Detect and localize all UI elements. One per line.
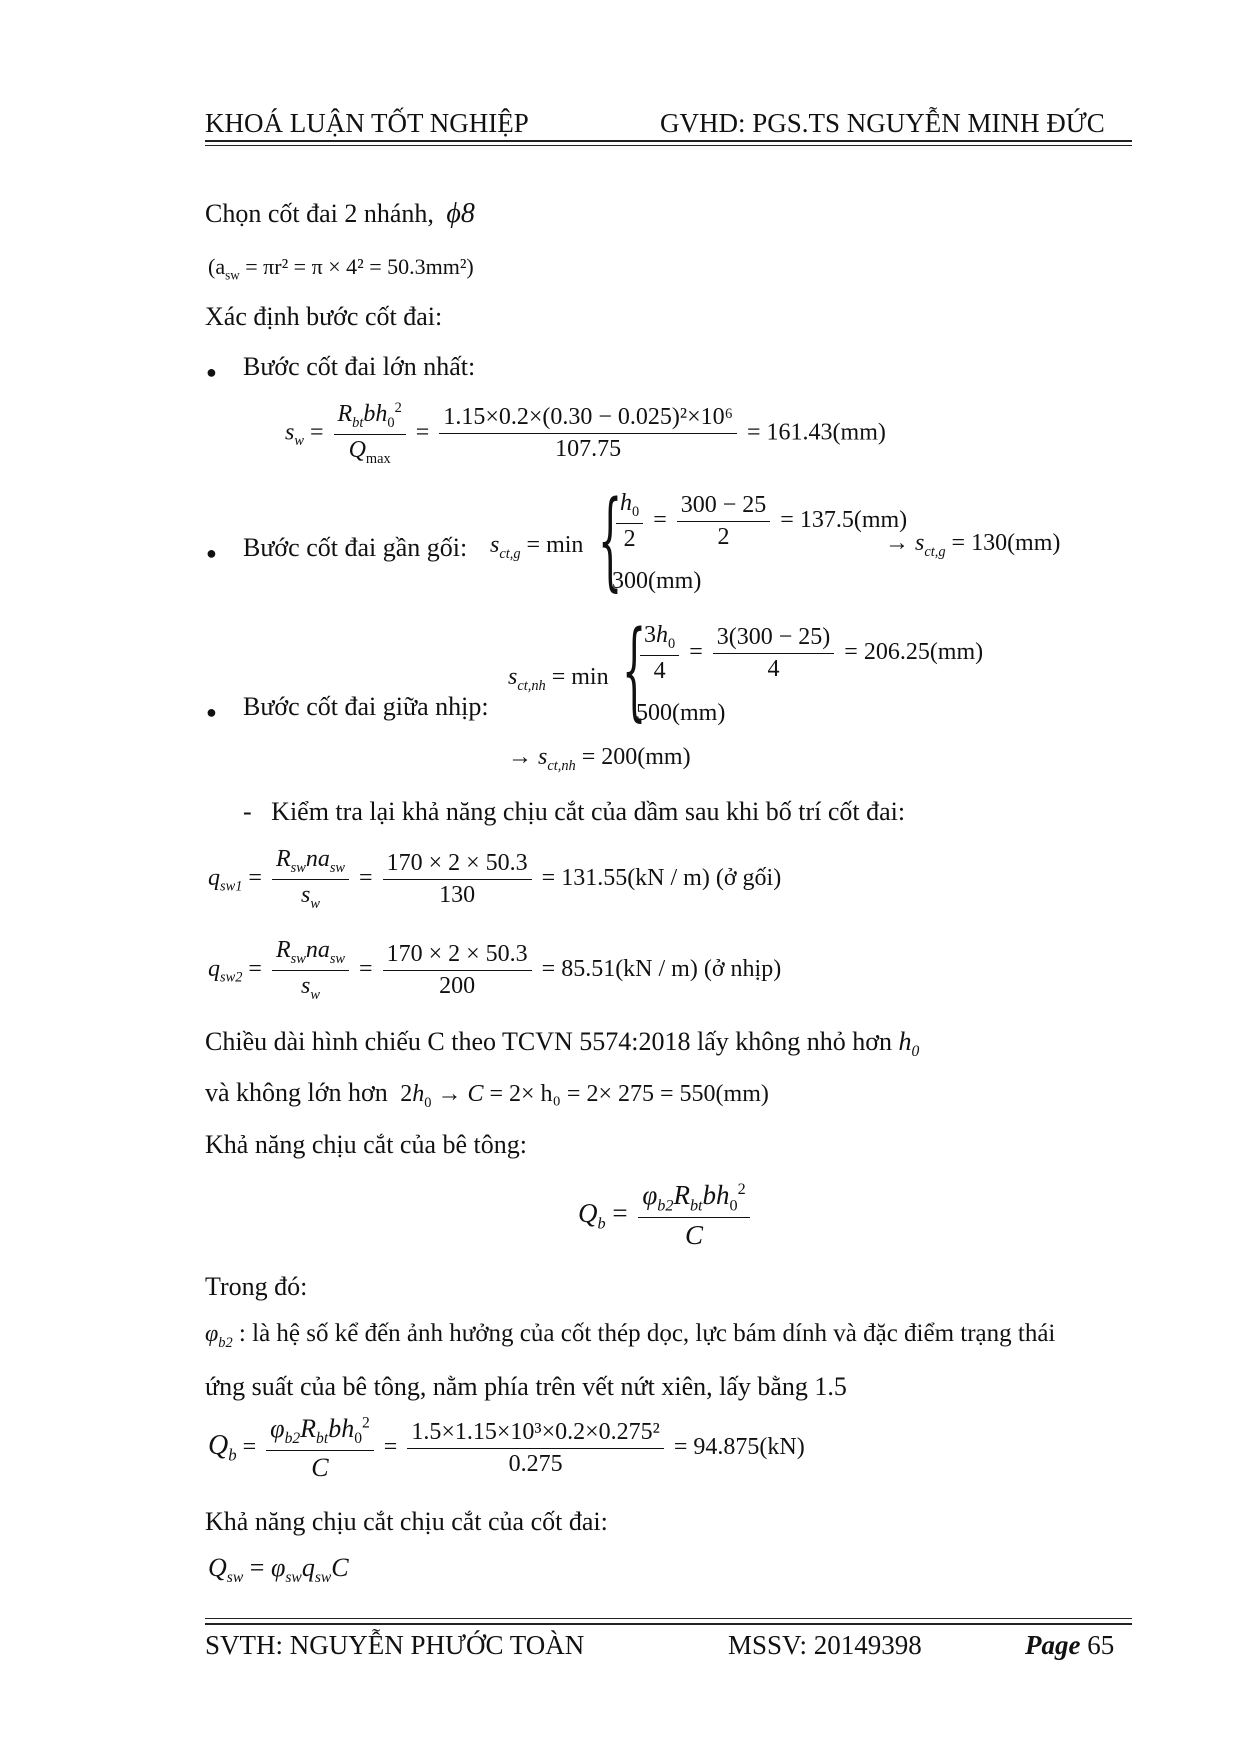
s-ct-g-result: → $s_{ct,g} = 130(mm)$ <box>885 530 1061 560</box>
qsw-title: Khả năng chịu cắt chịu cắt của cốt đai: <box>205 1507 608 1536</box>
s-ct-g-lhs: $s_{ct,g} = \min$ <box>490 532 584 562</box>
bullet-dot: ● <box>206 362 217 382</box>
sw-max-formula: $s_w$ = $\frac{R_{bt}bh_0^2}{Q_{max}}$ = $\frac{\text{1.15×0.2×(0.30 − 0.025)²×10⁶}}{107.75}$ = 161.43(mm) <box>285 400 886 467</box>
header-left: KHOÁ LUẬN TỐT NGHIỆP <box>205 108 529 138</box>
s-ct-nh-result: → $s_{ct,nh} = 200(mm)$ <box>508 744 691 774</box>
footer-rule <box>205 1623 1132 1625</box>
where: Trong đó: <box>205 1272 308 1301</box>
step-title: Xác định bước cốt đai: <box>205 302 443 331</box>
footer-rule-thin <box>205 1618 1132 1619</box>
s-ct-g-case1: $\frac{h_0}{2}$ = $\frac{300 - 25}{2}$ = 137.5(mm) <box>612 490 907 553</box>
qsw1-formula: $q_{sw1}$ = $\frac{R_{sw}na_{sw}}{s_w}$ = $\frac{170 \times 2 \times 50.3}{130}$ = 131.55(kN / m) (ở gối) <box>208 846 782 912</box>
brace-nh: { <box>622 608 647 732</box>
header-rule <box>205 140 1132 142</box>
phi8-symbol: ϕ8 <box>446 198 475 229</box>
header-rule-thin <box>205 145 1132 146</box>
page-label: Page <box>1025 1630 1081 1660</box>
phi-desc-2: ứng suất của bê tông, nằm phía trên vết nứt xiên, lấy bằng 1.5 <box>205 1372 847 1401</box>
s-ct-nh-case1: $\frac{3h_0}{4}$ = $\frac{3(300 - 25)}{4}$ = 206.25(mm) <box>636 622 983 685</box>
qsw2-formula: $q_{sw2}$ = $\frac{R_{sw}na_{sw}}{s_w}$ = $\frac{170 \times 2 \times 50.3}{200}$ = 85.51(kN / m) (ở nhịp) <box>208 937 782 1003</box>
s-ct-g-case2: 300(mm) <box>612 568 702 594</box>
footer-id: MSSV: 20149398 <box>728 1630 922 1660</box>
brace-g: { <box>598 478 623 602</box>
bullet-dot: ● <box>206 543 217 563</box>
check-title: - Kiểm tra lại khả năng chịu cắt của dầm sau khi bố trí cốt đai: <box>243 797 906 826</box>
bullet1-text: Bước cốt đai lớn nhất: <box>243 352 476 381</box>
s-ct-nh-case2: 500(mm) <box>636 700 726 726</box>
phi-desc-1: $\varphi_{b2}$ : là hệ số kể đến ảnh hưởng của cốt thép dọc, lực bám dính và đặc điểm trạng thái <box>205 1320 1056 1351</box>
c-text-1: Chiều dài hình chiếu C theo TCVN 5574:2018 lấy không nhỏ hơn $h_0$ <box>205 1027 920 1061</box>
qb-title: Khả năng chịu cắt của bê tông: <box>205 1130 527 1159</box>
footer-student: SVTH: NGUYỄN PHƯỚC TOÀN <box>205 1630 585 1660</box>
stirrup-choice: Chọn cốt đai 2 nhánh, ϕ8 <box>205 198 475 229</box>
page-number: 65 <box>1087 1630 1115 1660</box>
c-text-2: và không lớn hơn $2h_0 \to C = 2\times h_0 = 2\times 275 = 550(mm)$ <box>205 1078 769 1111</box>
qb-calc: $Q_b$ = $\frac{\varphi_{b2}R_{bt}bh_0^2}{C}$ = $\frac{\text{1.5×1.15×10³×0.2×0.275²}}{0.275}$ = 94.875(kN) <box>208 1414 805 1483</box>
header-right: GVHD: PGS.TS NGUYỄN MINH ĐỨC <box>660 108 1105 138</box>
qb-formula: $Q_b$ = $\frac{\varphi_{b2}R_{bt}bh_0^2}{C}$ <box>578 1180 754 1251</box>
footer-page <box>1025 1630 1114 1661</box>
bullet-dot: ● <box>206 702 217 722</box>
qsw-formula: $Q_{sw} = \varphi_{sw}q_{sw}C$ <box>208 1553 349 1587</box>
asw-formula: $(a_{sw} = \pi r^2 = \pi \times 4^2 = 50.3mm^2)$ <box>208 254 474 283</box>
s-ct-nh-lhs: $s_{ct,nh} = \min$ <box>508 664 609 694</box>
bullet3-text: Bước cốt đai giữa nhịp: <box>243 692 489 721</box>
bullet2-text: Bước cốt đai gần gối: <box>243 533 468 562</box>
